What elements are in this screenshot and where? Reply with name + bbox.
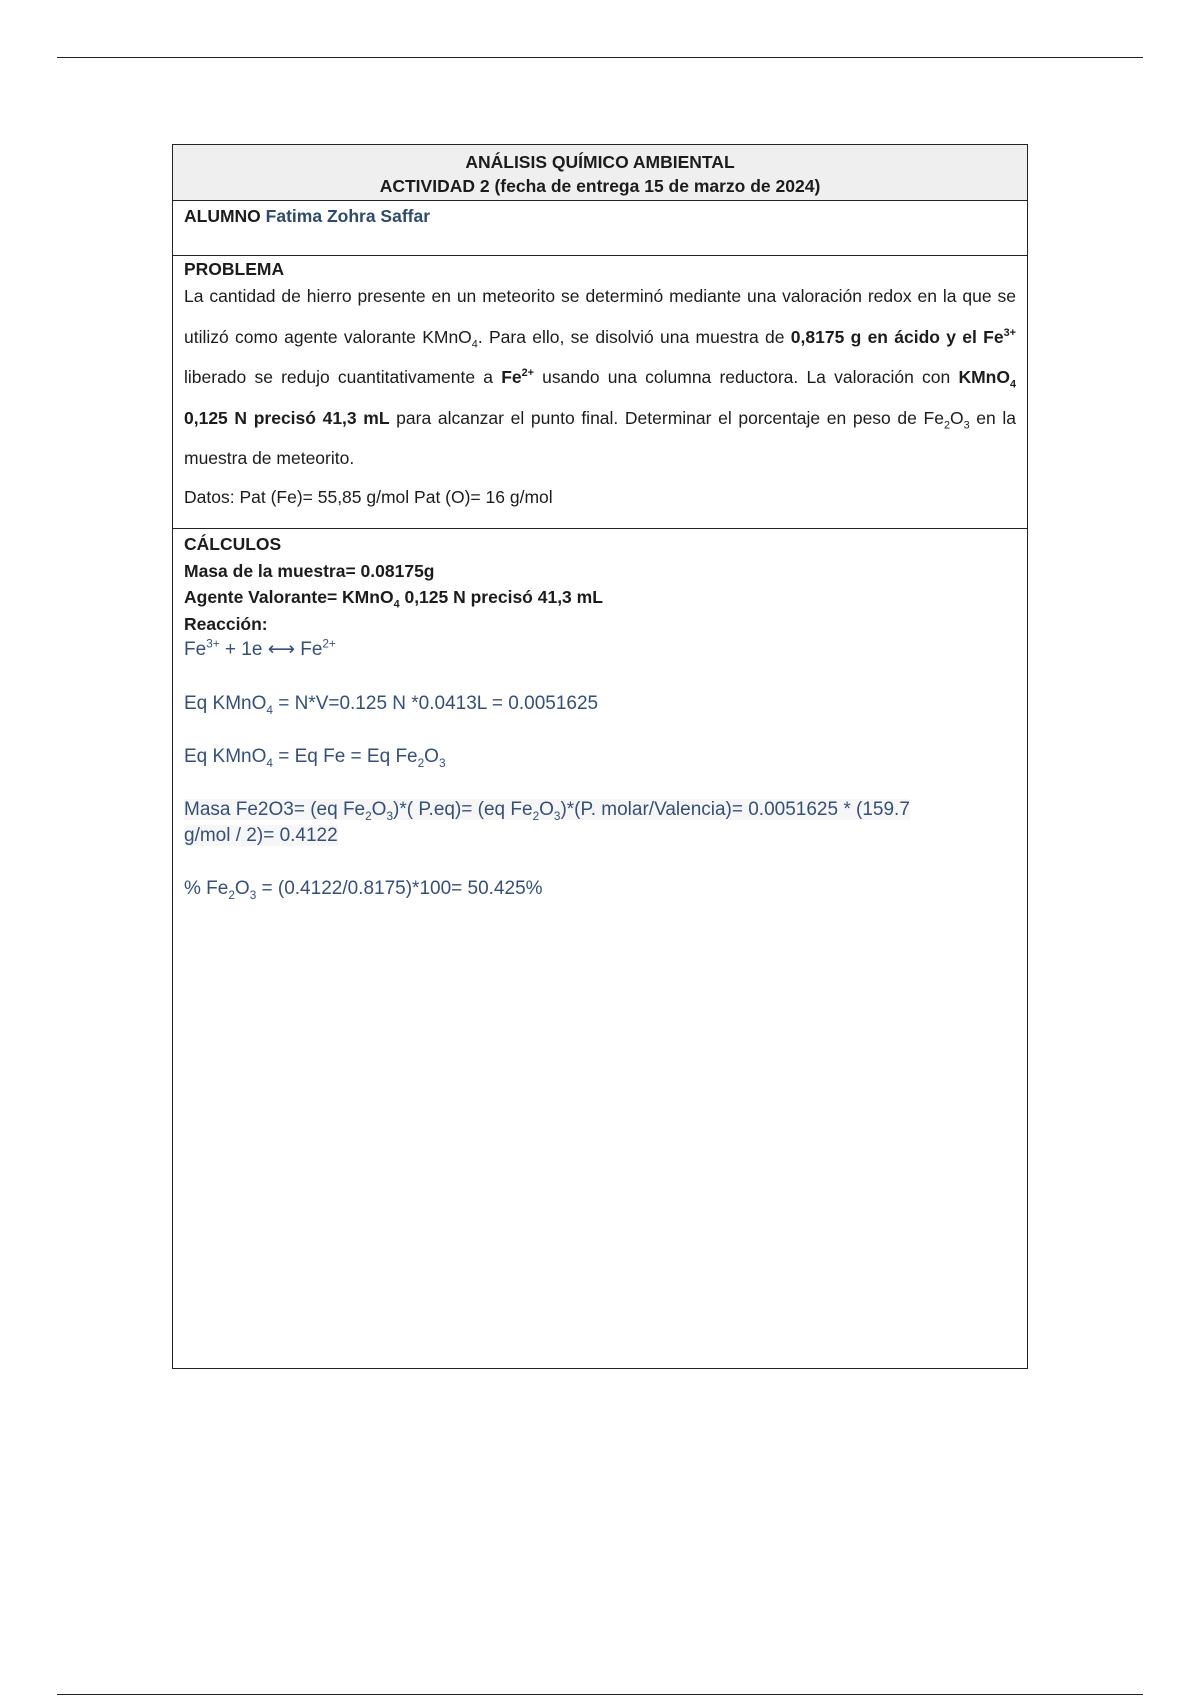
activity-subtitle: ACTIVIDAD 2 (fecha de entrega 15 de marzo de 2024) [379, 176, 821, 196]
reaction-label: Reacción: [184, 613, 268, 634]
equation-equivalence: Eq KMnO$_4$ = Eq Fe = Eq $Fe_2O_3$ [184, 746, 446, 770]
calculations-section [173, 529, 1027, 904]
reaction-equation: $Fe^{3+} + 1e$ ⟷ $Fe^{2+}$ [184, 637, 336, 660]
calculations-title: CÁLCULOS [184, 534, 282, 554]
equation-percent-fe2o3: % $Fe_2O_3 = (0.4122/0.8175)*100= 50.425\%$ [184, 878, 543, 902]
header-rule [57, 57, 1143, 58]
problem-data: Datos: Pat (Fe)= 55,85 g/mol Pat (O)= 16 g/mol [184, 486, 553, 507]
table-header [173, 145, 1027, 201]
titrant-agent: Agente Valorante= KMnO$_4$ 0,125 N precisó 41,3 mL [184, 587, 603, 611]
double-arrow-icon: ⟷ [267, 639, 295, 660]
problem-title: PROBLEMA [184, 259, 285, 279]
student-name: Fatima Zohra Saffar [265, 206, 431, 226]
equation-eq-kmno4: Eq KMnO$_4$ = N*V=0.125 N *0.0413L = 0.0051625 [184, 693, 599, 717]
student-label: ALUMNO [184, 206, 261, 226]
problem-statement: La cantidad de hierro presente en un meteorito se determinó mediante una valoración redox en la que se utilizó como agente valorante KMnO$_4$. Para ello, se disolvió una muestra de 0,8175 g en ácido y el $Fe^{3+}$ liberado se redujo cuantitativamente a $Fe^{2+}$ usando una columna reductora. La valoración con KMnO$_4$ 0,125 N precisó 41,3 mL para alcanzar el punto final. Determinar el porcentaje en peso de $Fe_2O_3$ en la muestra de meteorito. [184, 286, 1017, 468]
course-title: ANÁLISIS QUÍMICO AMBIENTAL [465, 152, 735, 172]
student-row [173, 201, 1027, 256]
equation-mass-fe2o3: Masa Fe2O3= (eq $Fe_2O_3)*$( P.eq)= (eq $Fe_2O_3)*(P$. molar/Valencia)= 0.0051625 * (159.7 g/mol / 2)= 0.4122 [184, 799, 910, 846]
sample-mass: Masa de la muestra= 0.08175g [184, 560, 435, 581]
problem-section [173, 256, 1027, 529]
footer-rule [57, 1694, 1143, 1695]
activity-table [172, 144, 1028, 1369]
